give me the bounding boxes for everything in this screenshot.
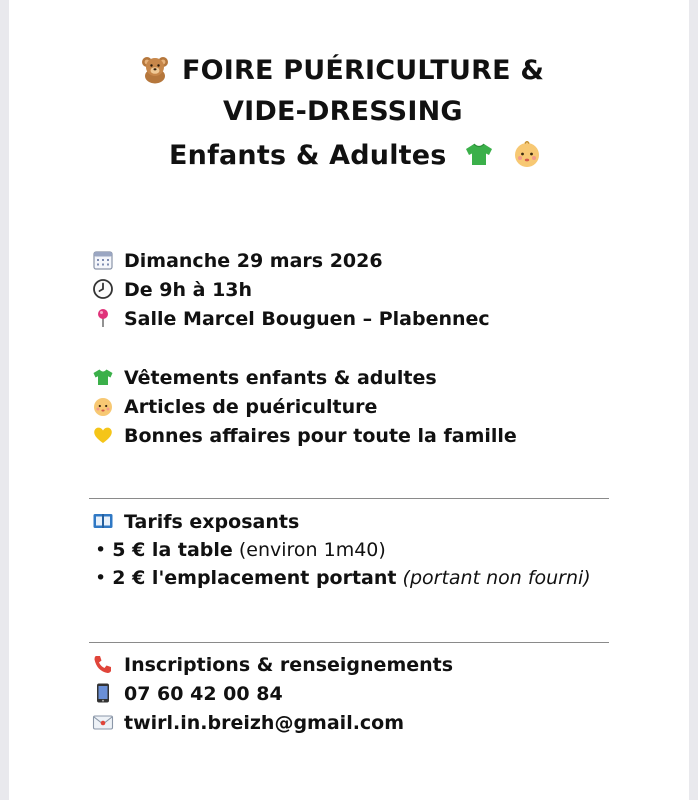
title-line-3: Enfants & Adultes: [169, 139, 542, 171]
contact-email: twirl.in.breizh@gmail.com: [92, 711, 404, 734]
offer-item-childcare: Articles de puériculture: [92, 395, 377, 418]
teddy-bear-icon: [140, 54, 170, 84]
divider: [89, 498, 609, 499]
ledger-icon: [92, 510, 114, 532]
flyer-page: [9, 0, 689, 800]
telephone-receiver-icon: [92, 653, 114, 675]
baby-face-icon: [92, 395, 114, 417]
envelope-icon: [92, 711, 114, 733]
pricing-rack: • 2 € l'emplacement portant (portant non fourni): [95, 567, 591, 589]
contact-heading: Inscriptions & renseignements: [92, 653, 453, 676]
event-date: Dimanche 29 mars 2026: [92, 249, 383, 272]
contact-phone: 07 60 42 00 84: [92, 682, 283, 705]
clock-icon: [92, 278, 114, 300]
title-line-2: VIDE-DRESSING: [223, 96, 463, 127]
event-time: De 9h à 13h: [92, 278, 252, 301]
pushpin-icon: [92, 307, 114, 329]
t-shirt-icon: [464, 139, 494, 169]
title-line-1: FOIRE PUÉRICULTURE &: [140, 54, 544, 86]
event-place: Salle Marcel Bouguen – Plabennec: [92, 307, 490, 330]
yellow-heart-icon: [92, 424, 114, 446]
divider: [89, 642, 609, 643]
offer-item-clothes: Vêtements enfants & adultes: [92, 366, 437, 389]
mobile-phone-icon: [92, 682, 114, 704]
pricing-table: • 5 € la table (environ 1m40): [95, 539, 386, 561]
pricing-heading: Tarifs exposants: [92, 510, 299, 533]
baby-face-icon: [512, 139, 542, 169]
offer-item-bargains: Bonnes affaires pour toute la famille: [92, 424, 517, 447]
t-shirt-icon: [92, 366, 114, 388]
calendar-icon: [92, 249, 114, 271]
